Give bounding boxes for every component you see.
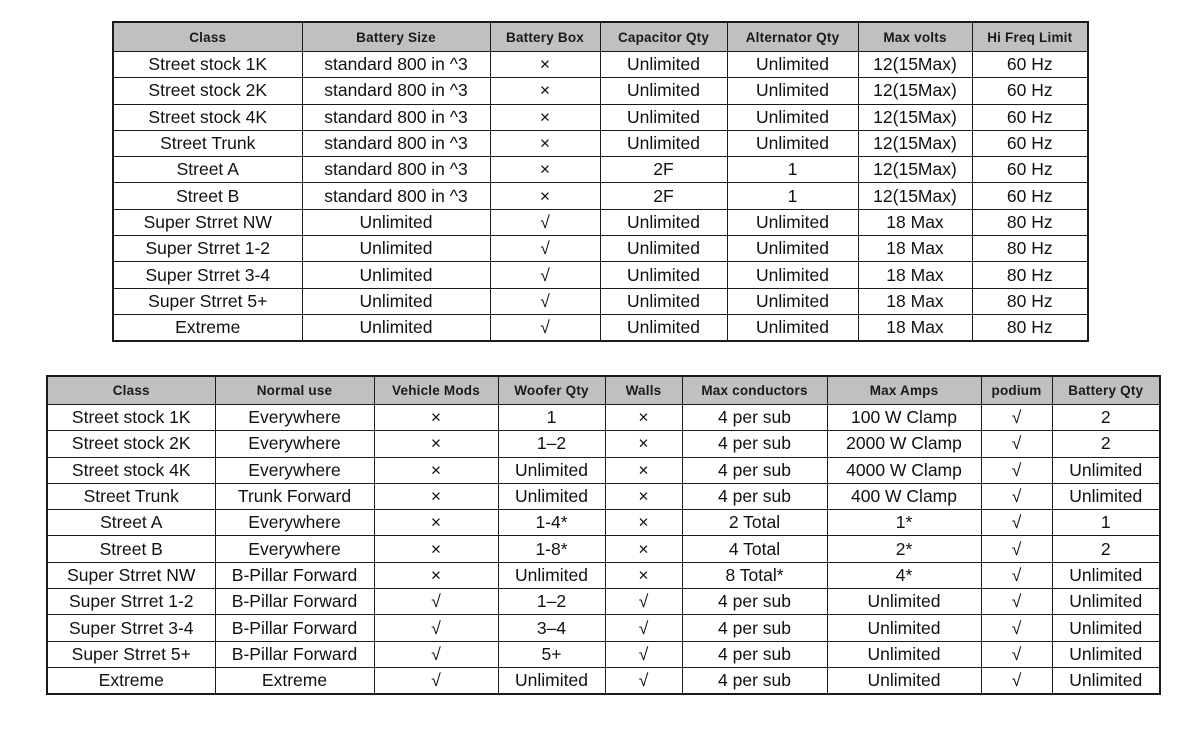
- cell-max-volts: 12(15Max): [858, 157, 972, 183]
- cell-capacitor-qty: Unlimited: [600, 130, 727, 156]
- cell-battery-qty: Unlimited: [1052, 641, 1160, 667]
- cell-battery-box: ×: [490, 52, 600, 78]
- cell-hi-freq-limit: 60 Hz: [972, 157, 1088, 183]
- cell-vehicle-mods: √: [374, 667, 498, 694]
- cell-normal-use: Trunk Forward: [215, 483, 374, 509]
- cell-woofer-qty: 3–4: [498, 615, 605, 641]
- cell-max-volts: 18 Max: [858, 288, 972, 314]
- cell-alternator-qty: Unlimited: [727, 288, 858, 314]
- cell-max-amps: 400 W Clamp: [827, 483, 981, 509]
- cell-hi-freq-limit: 80 Hz: [972, 314, 1088, 341]
- column-header-podium: podium: [981, 376, 1052, 405]
- cell-normal-use: Extreme: [215, 667, 374, 694]
- cell-class: Street stock 4K: [113, 104, 302, 130]
- column-header-vehicle-mods: Vehicle Mods: [374, 376, 498, 405]
- cell-hi-freq-limit: 60 Hz: [972, 104, 1088, 130]
- cell-alternator-qty: Unlimited: [727, 314, 858, 341]
- cell-normal-use: B-Pillar Forward: [215, 641, 374, 667]
- cell-hi-freq-limit: 60 Hz: [972, 130, 1088, 156]
- cell-class: Super Strret 5+: [47, 641, 215, 667]
- table-row: [113, 262, 1088, 288]
- column-header-class: Class: [47, 376, 215, 405]
- cell-battery-box: ×: [490, 104, 600, 130]
- cell-max-amps: 100 W Clamp: [827, 405, 981, 431]
- cell-battery-qty: Unlimited: [1052, 562, 1160, 588]
- table-row: [113, 157, 1088, 183]
- cell-podium: √: [981, 457, 1052, 483]
- cell-alternator-qty: Unlimited: [727, 209, 858, 235]
- cell-class: Street B: [113, 183, 302, 209]
- cell-alternator-qty: Unlimited: [727, 130, 858, 156]
- cell-hi-freq-limit: 80 Hz: [972, 288, 1088, 314]
- cell-walls: √: [605, 589, 682, 615]
- cell-class: Super Strret 3-4: [47, 615, 215, 641]
- cell-battery-size: Unlimited: [302, 262, 490, 288]
- cell-max-conductors: 4 per sub: [682, 589, 827, 615]
- cell-vehicle-mods: √: [374, 615, 498, 641]
- cell-podium: √: [981, 483, 1052, 509]
- column-header-battery-size: Battery Size: [302, 22, 490, 52]
- cell-max-amps: 1*: [827, 510, 981, 536]
- cell-alternator-qty: 1: [727, 157, 858, 183]
- cell-battery-size: Unlimited: [302, 236, 490, 262]
- table-row: [47, 536, 1160, 562]
- cell-max-volts: 18 Max: [858, 236, 972, 262]
- cell-capacitor-qty: Unlimited: [600, 288, 727, 314]
- cell-hi-freq-limit: 80 Hz: [972, 209, 1088, 235]
- cell-battery-qty: 2: [1052, 431, 1160, 457]
- cell-vehicle-mods: ×: [374, 562, 498, 588]
- cell-class: Street Trunk: [47, 483, 215, 509]
- cell-battery-qty: Unlimited: [1052, 457, 1160, 483]
- cell-class: Super Strret 1-2: [47, 589, 215, 615]
- cell-max-conductors: 4 per sub: [682, 405, 827, 431]
- class-specs-table: [112, 21, 1089, 342]
- cell-max-conductors: 4 per sub: [682, 431, 827, 457]
- cell-podium: √: [981, 641, 1052, 667]
- cell-woofer-qty: Unlimited: [498, 483, 605, 509]
- table-row: [113, 183, 1088, 209]
- cell-battery-box: √: [490, 236, 600, 262]
- cell-class: Street stock 2K: [47, 431, 215, 457]
- column-header-hi-freq-limit: Hi Freq Limit: [972, 22, 1088, 52]
- cell-podium: √: [981, 667, 1052, 694]
- cell-max-conductors: 2 Total: [682, 510, 827, 536]
- class-rules-table: [46, 375, 1161, 695]
- table-row: [47, 641, 1160, 667]
- cell-capacitor-qty: Unlimited: [600, 236, 727, 262]
- cell-hi-freq-limit: 60 Hz: [972, 183, 1088, 209]
- table-row: [113, 130, 1088, 156]
- cell-battery-qty: Unlimited: [1052, 615, 1160, 641]
- cell-walls: ×: [605, 457, 682, 483]
- table-row: [113, 52, 1088, 78]
- cell-battery-size: standard 800 in ^3: [302, 183, 490, 209]
- cell-capacitor-qty: Unlimited: [600, 104, 727, 130]
- table-header-row: [113, 22, 1088, 52]
- cell-battery-size: standard 800 in ^3: [302, 104, 490, 130]
- cell-class: Extreme: [47, 667, 215, 694]
- cell-battery-size: standard 800 in ^3: [302, 157, 490, 183]
- cell-walls: ×: [605, 405, 682, 431]
- cell-normal-use: B-Pillar Forward: [215, 562, 374, 588]
- cell-walls: ×: [605, 431, 682, 457]
- cell-battery-size: Unlimited: [302, 314, 490, 341]
- cell-capacitor-qty: 2F: [600, 157, 727, 183]
- cell-podium: √: [981, 431, 1052, 457]
- cell-normal-use: Everywhere: [215, 431, 374, 457]
- cell-walls: ×: [605, 562, 682, 588]
- cell-class: Super Strret NW: [113, 209, 302, 235]
- cell-vehicle-mods: √: [374, 641, 498, 667]
- cell-walls: √: [605, 615, 682, 641]
- cell-alternator-qty: Unlimited: [727, 236, 858, 262]
- cell-max-volts: 18 Max: [858, 262, 972, 288]
- cell-vehicle-mods: ×: [374, 510, 498, 536]
- cell-max-amps: Unlimited: [827, 667, 981, 694]
- cell-woofer-qty: 1: [498, 405, 605, 431]
- cell-vehicle-mods: ×: [374, 483, 498, 509]
- cell-battery-box: ×: [490, 130, 600, 156]
- cell-capacitor-qty: Unlimited: [600, 314, 727, 341]
- cell-vehicle-mods: ×: [374, 536, 498, 562]
- cell-battery-box: ×: [490, 183, 600, 209]
- cell-battery-size: Unlimited: [302, 209, 490, 235]
- cell-max-amps: 2000 W Clamp: [827, 431, 981, 457]
- cell-vehicle-mods: ×: [374, 405, 498, 431]
- cell-normal-use: B-Pillar Forward: [215, 589, 374, 615]
- table-row: [47, 510, 1160, 536]
- table-row: [113, 104, 1088, 130]
- table-row: [113, 78, 1088, 104]
- cell-max-volts: 18 Max: [858, 314, 972, 341]
- cell-max-volts: 18 Max: [858, 209, 972, 235]
- table-row: [47, 667, 1160, 694]
- column-header-battery-box: Battery Box: [490, 22, 600, 52]
- cell-normal-use: Everywhere: [215, 457, 374, 483]
- table-row: [47, 431, 1160, 457]
- cell-class: Super Strret 5+: [113, 288, 302, 314]
- cell-class: Extreme: [113, 314, 302, 341]
- column-header-normal-use: Normal use: [215, 376, 374, 405]
- cell-battery-size: standard 800 in ^3: [302, 52, 490, 78]
- column-header-class: Class: [113, 22, 302, 52]
- cell-battery-qty: Unlimited: [1052, 483, 1160, 509]
- cell-hi-freq-limit: 80 Hz: [972, 236, 1088, 262]
- column-header-battery-qty: Battery Qty: [1052, 376, 1160, 405]
- cell-battery-qty: 1: [1052, 510, 1160, 536]
- table-row: [47, 483, 1160, 509]
- table-row: [47, 405, 1160, 431]
- cell-max-conductors: 4 per sub: [682, 641, 827, 667]
- cell-battery-size: standard 800 in ^3: [302, 130, 490, 156]
- table-row: [113, 288, 1088, 314]
- column-header-max-amps: Max Amps: [827, 376, 981, 405]
- cell-normal-use: B-Pillar Forward: [215, 615, 374, 641]
- cell-battery-qty: Unlimited: [1052, 667, 1160, 694]
- cell-capacitor-qty: Unlimited: [600, 262, 727, 288]
- cell-podium: √: [981, 405, 1052, 431]
- cell-capacitor-qty: Unlimited: [600, 209, 727, 235]
- cell-capacitor-qty: Unlimited: [600, 78, 727, 104]
- column-header-walls: Walls: [605, 376, 682, 405]
- cell-podium: √: [981, 536, 1052, 562]
- cell-woofer-qty: 1-8*: [498, 536, 605, 562]
- cell-max-amps: Unlimited: [827, 641, 981, 667]
- column-header-alternator-qty: Alternator Qty: [727, 22, 858, 52]
- cell-podium: √: [981, 589, 1052, 615]
- cell-class: Street A: [113, 157, 302, 183]
- cell-woofer-qty: Unlimited: [498, 667, 605, 694]
- cell-max-volts: 12(15Max): [858, 52, 972, 78]
- cell-max-amps: 4000 W Clamp: [827, 457, 981, 483]
- column-header-capacitor-qty: Capacitor Qty: [600, 22, 727, 52]
- cell-class: Street stock 2K: [113, 78, 302, 104]
- cell-podium: √: [981, 615, 1052, 641]
- cell-class: Street Trunk: [113, 130, 302, 156]
- cell-vehicle-mods: ×: [374, 431, 498, 457]
- cell-normal-use: Everywhere: [215, 510, 374, 536]
- cell-class: Street stock 1K: [47, 405, 215, 431]
- cell-max-amps: 4*: [827, 562, 981, 588]
- cell-max-amps: Unlimited: [827, 615, 981, 641]
- cell-class: Super Strret 3-4: [113, 262, 302, 288]
- cell-max-amps: Unlimited: [827, 589, 981, 615]
- column-header-max-volts: Max volts: [858, 22, 972, 52]
- cell-vehicle-mods: √: [374, 589, 498, 615]
- cell-max-conductors: 4 per sub: [682, 615, 827, 641]
- cell-max-conductors: 4 per sub: [682, 483, 827, 509]
- table-row: [113, 236, 1088, 262]
- table-row: [113, 209, 1088, 235]
- cell-class: Street B: [47, 536, 215, 562]
- cell-walls: √: [605, 667, 682, 694]
- cell-battery-qty: 2: [1052, 405, 1160, 431]
- table-row: [47, 615, 1160, 641]
- cell-walls: √: [605, 641, 682, 667]
- cell-battery-box: √: [490, 314, 600, 341]
- cell-class: Street stock 4K: [47, 457, 215, 483]
- cell-alternator-qty: Unlimited: [727, 52, 858, 78]
- cell-alternator-qty: Unlimited: [727, 104, 858, 130]
- cell-podium: √: [981, 510, 1052, 536]
- cell-walls: ×: [605, 536, 682, 562]
- cell-battery-size: standard 800 in ^3: [302, 78, 490, 104]
- cell-woofer-qty: 1–2: [498, 589, 605, 615]
- table-row: [47, 562, 1160, 588]
- cell-battery-box: ×: [490, 157, 600, 183]
- cell-vehicle-mods: ×: [374, 457, 498, 483]
- cell-woofer-qty: 1–2: [498, 431, 605, 457]
- cell-hi-freq-limit: 80 Hz: [972, 262, 1088, 288]
- cell-alternator-qty: Unlimited: [727, 78, 858, 104]
- cell-class: Street stock 1K: [113, 52, 302, 78]
- cell-battery-qty: Unlimited: [1052, 589, 1160, 615]
- cell-battery-size: Unlimited: [302, 288, 490, 314]
- cell-podium: √: [981, 562, 1052, 588]
- cell-max-conductors: 4 per sub: [682, 457, 827, 483]
- table-header-row: [47, 376, 1160, 405]
- cell-battery-box: √: [490, 262, 600, 288]
- cell-class: Super Strret 1-2: [113, 236, 302, 262]
- table-row: [47, 457, 1160, 483]
- cell-battery-box: √: [490, 288, 600, 314]
- cell-normal-use: Everywhere: [215, 536, 374, 562]
- cell-max-conductors: 8 Total*: [682, 562, 827, 588]
- cell-max-volts: 12(15Max): [858, 78, 972, 104]
- cell-woofer-qty: 5+: [498, 641, 605, 667]
- cell-hi-freq-limit: 60 Hz: [972, 52, 1088, 78]
- table-row: [113, 314, 1088, 341]
- cell-battery-box: ×: [490, 78, 600, 104]
- cell-walls: ×: [605, 483, 682, 509]
- cell-max-conductors: 4 per sub: [682, 667, 827, 694]
- cell-class: Super Strret NW: [47, 562, 215, 588]
- cell-class: Street A: [47, 510, 215, 536]
- cell-normal-use: Everywhere: [215, 405, 374, 431]
- cell-max-volts: 12(15Max): [858, 130, 972, 156]
- cell-max-amps: 2*: [827, 536, 981, 562]
- cell-battery-qty: 2: [1052, 536, 1160, 562]
- table-row: [47, 589, 1160, 615]
- cell-hi-freq-limit: 60 Hz: [972, 78, 1088, 104]
- cell-capacitor-qty: 2F: [600, 183, 727, 209]
- cell-woofer-qty: Unlimited: [498, 457, 605, 483]
- cell-walls: ×: [605, 510, 682, 536]
- cell-max-volts: 12(15Max): [858, 183, 972, 209]
- cell-woofer-qty: 1-4*: [498, 510, 605, 536]
- cell-max-conductors: 4 Total: [682, 536, 827, 562]
- cell-woofer-qty: Unlimited: [498, 562, 605, 588]
- cell-battery-box: √: [490, 209, 600, 235]
- column-header-woofer-qty: Woofer Qty: [498, 376, 605, 405]
- cell-alternator-qty: 1: [727, 183, 858, 209]
- cell-capacitor-qty: Unlimited: [600, 52, 727, 78]
- column-header-max-conductors: Max conductors: [682, 376, 827, 405]
- cell-alternator-qty: Unlimited: [727, 262, 858, 288]
- cell-max-volts: 12(15Max): [858, 104, 972, 130]
